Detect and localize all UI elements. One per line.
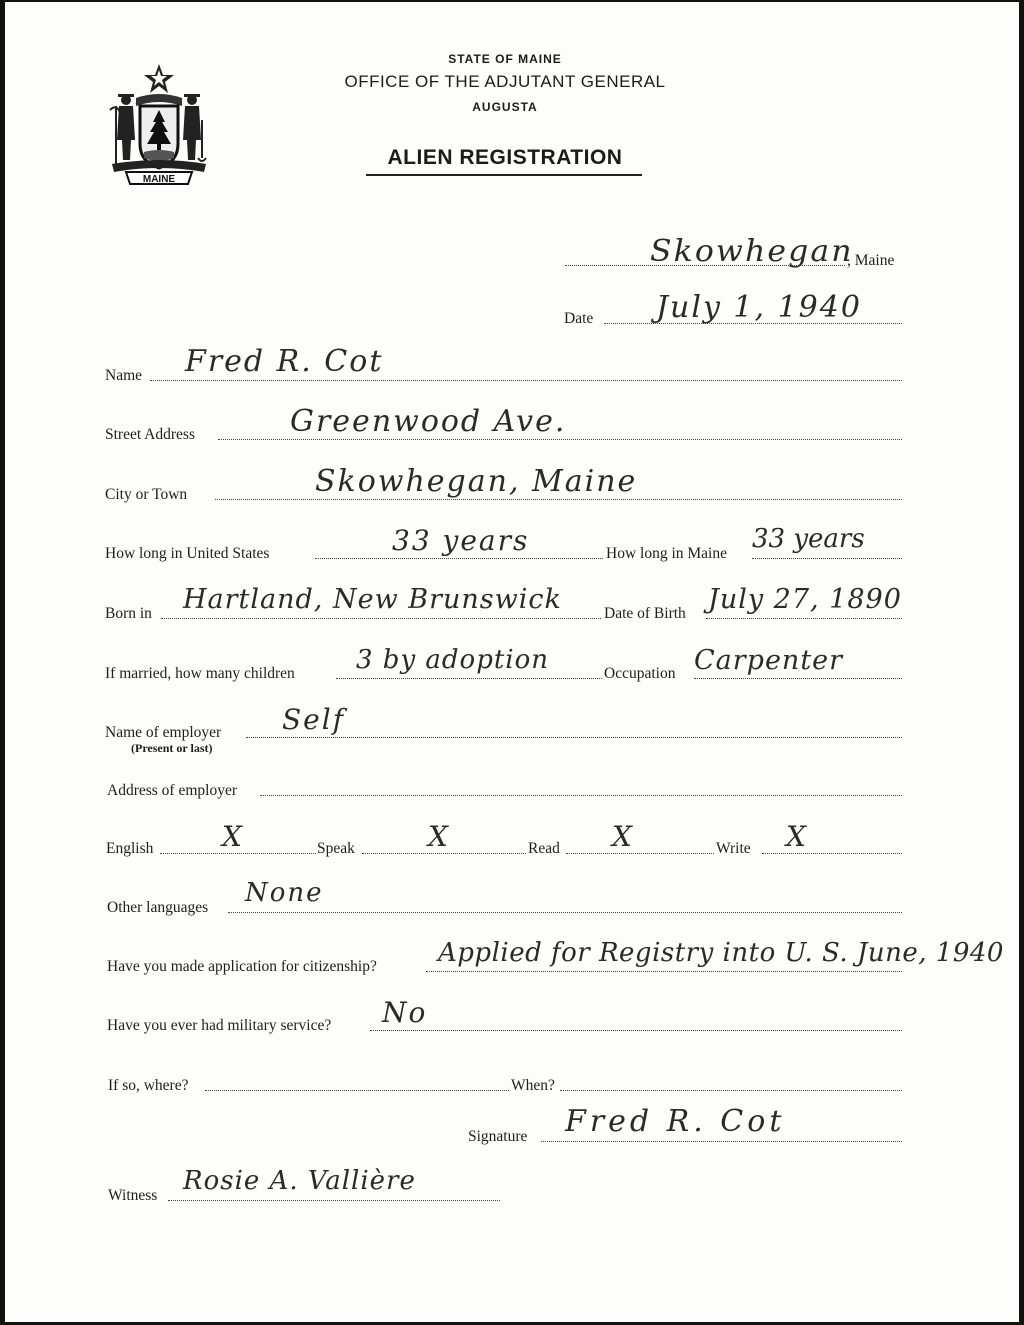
occupation-line [694,678,902,679]
english-field[interactable]: X [222,820,244,853]
where-line [205,1090,509,1091]
write-line [762,853,902,854]
employer-sublabel: (Present or last) [131,741,213,755]
english-label: English [106,840,154,857]
born-label: Born in [105,605,152,622]
maine-state-seal-icon [104,60,214,190]
children-label: If married, how many children [105,665,295,682]
dob-label: Date of Birth [604,605,686,622]
occupation-field[interactable]: Carpenter [694,645,844,676]
in-us-field[interactable]: 33 years [392,524,530,557]
when-label: When? [511,1077,555,1094]
born-field[interactable]: Hartland, New Brunswick [183,584,562,615]
write-label: Write [716,840,751,857]
speak-label: Speak [317,840,355,857]
read-label: Read [528,840,560,857]
dob-line [706,618,902,619]
english-line [160,853,316,854]
in-maine-label: How long in Maine [606,545,727,562]
citizenship-field[interactable]: Applied for Registry into U. S. June, 1940 [438,938,1004,968]
place-field[interactable]: Skowhegan [650,234,854,269]
signature-label: Signature [468,1128,528,1145]
date-field[interactable]: July 1, 1940 [656,290,862,325]
seal-banner-text: MAINE [142,174,176,185]
signature-field[interactable]: Fred R. Cot [565,1104,786,1139]
witness-label: Witness [108,1187,158,1204]
place-suffix: , Maine [847,252,895,269]
city-line [215,499,902,500]
in-us-label: How long in United States [105,545,270,562]
in-us-line [315,558,603,559]
other-languages-line [228,912,902,913]
other-languages-label: Other languages [107,899,209,916]
city-label: City or Town [105,486,188,503]
street-field[interactable]: Greenwood Ave. [290,404,567,439]
speak-field[interactable]: X [428,820,450,853]
date-label: Date [564,310,594,327]
children-line [336,678,602,679]
in-maine-line [752,558,902,559]
when-line [560,1090,902,1091]
street-label: Street Address [105,426,195,443]
header-office: OFFICE OF THE ADJUTANT GENERAL [344,72,666,91]
name-field[interactable]: Fred R. Cot [185,344,384,379]
city-field[interactable]: Skowhegan, Maine [315,464,638,499]
born-line [161,618,601,619]
occupation-label: Occupation [604,665,676,682]
children-field[interactable]: 3 by adoption [356,645,550,675]
speak-line [362,853,526,854]
street-line [218,439,902,440]
name-label: Name [105,367,143,384]
employer-field[interactable]: Self [282,703,346,736]
read-line [566,853,714,854]
witness-field[interactable]: Rosie A. Vallière [183,1166,416,1196]
employer-label: Name of employer [105,724,222,741]
where-label: If so, where? [108,1077,189,1094]
employer-address-line [260,795,902,796]
military-label: Have you ever had military service? [107,1017,332,1034]
form-title: ALIEN REGISTRATION [387,146,623,169]
employer-line [246,737,902,738]
write-field[interactable]: X [786,820,808,853]
witness-line [168,1200,500,1201]
military-field[interactable]: No [382,996,428,1029]
citizenship-line [426,971,902,972]
employer-address-label: Address of employer [107,782,237,799]
name-line [150,380,902,381]
signature-line [541,1141,902,1142]
citizenship-label: Have you made application for citizenship? [107,958,377,975]
in-maine-field[interactable]: 33 years [752,524,865,554]
other-languages-field[interactable]: None [245,878,324,908]
title-underline [366,174,642,176]
header-city: AUGUSTA [472,100,538,114]
military-line [370,1030,902,1031]
dob-field[interactable]: July 27, 1890 [708,584,902,615]
read-field[interactable]: X [612,820,634,853]
header-state: STATE OF MAINE [448,52,562,66]
